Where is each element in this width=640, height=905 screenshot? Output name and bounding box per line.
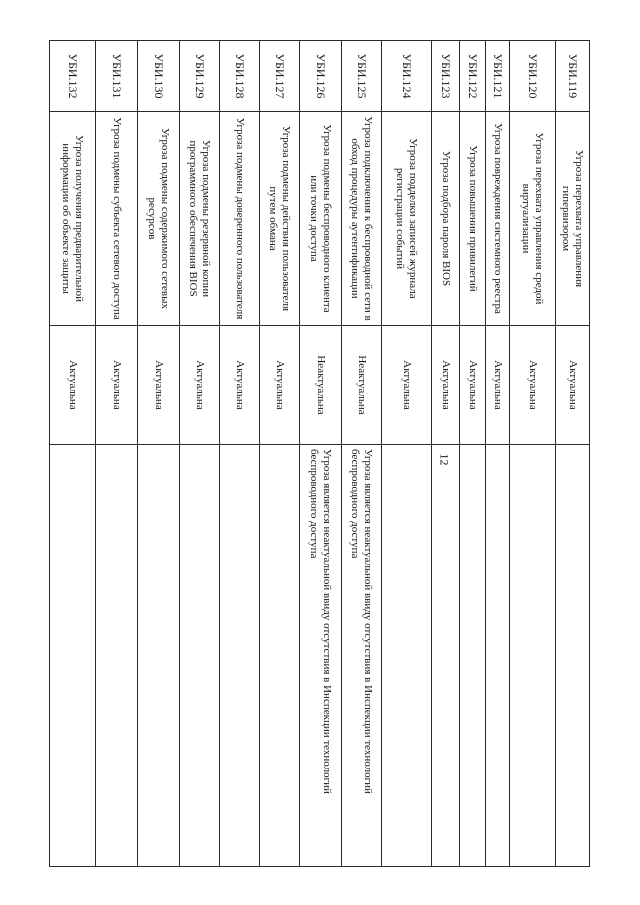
table-row [432,41,460,867]
threat-status-cell: Актуальна [510,326,556,445]
threat-id-cell: УБИ.126 [300,41,342,112]
threat-status-cell: Актуальна [180,326,220,445]
threat-status-cell: Неактуальна [300,326,342,445]
table-row [486,41,510,867]
threat-name-cell: Угроза повышения привилегий [460,112,486,326]
threat-id-cell: УБИ.128 [220,41,260,112]
threat-status-cell: Актуальна [138,326,180,445]
threat-id-cell: УБИ.121 [486,41,510,112]
threat-id-cell: УБИ.132 [50,41,96,112]
table-row [96,41,138,867]
threat-id-cell: УБИ.129 [180,41,220,112]
threat-status-cell: Актуальна [50,326,96,445]
threat-status-cell: Актуальна [260,326,300,445]
threat-note-cell [382,445,432,867]
threat-id-cell: УБИ.127 [260,41,300,112]
threat-name-cell: Угроза подмены доверенного пользователя [220,112,260,326]
table-row [260,41,300,867]
table-row [220,41,260,867]
threat-note-cell [556,445,590,867]
threat-note-cell [50,445,96,867]
table-row [510,41,556,867]
table-row [138,41,180,867]
threat-status-cell: Актуальна [486,326,510,445]
table-row [556,41,590,867]
threat-note-cell: Угроза является неактуальной ввиду отсутствия в Инспекции технологий беспроводного доступа [342,445,382,867]
threat-name-cell: Угроза подмены действия пользователя путем обмана [260,112,300,326]
threat-name-cell: Угроза перехвата управления средой виртуализации [510,112,556,326]
threat-note-cell [220,445,260,867]
threat-name-cell: Угроза получения предварительной информации об объекте защиты [50,112,96,326]
threat-name-cell: Угроза перехвата управления гипервизором [556,112,590,326]
threat-note-cell [260,445,300,867]
threat-status-cell: Неактуальна [342,326,382,445]
threat-note-cell [138,445,180,867]
threat-id-cell: УБИ.122 [460,41,486,112]
threats-table-body [50,41,590,867]
threat-note-cell [486,445,510,867]
threat-note-cell [432,445,460,867]
threats-table [49,40,590,867]
table-row [342,41,382,867]
threat-note-cell [510,445,556,867]
table-row [382,41,432,867]
table-row [300,41,342,867]
threat-status-cell: Актуальна [556,326,590,445]
threat-status-cell: Актуальна [432,326,460,445]
threat-id-cell: УБИ.120 [510,41,556,112]
threat-id-cell: УБИ.123 [432,41,460,112]
threat-id-cell: УБИ.125 [342,41,382,112]
threat-name-cell: Угроза подмены субъекта сетевого доступа [96,112,138,326]
threat-status-cell: Актуальна [96,326,138,445]
threat-id-cell: УБИ.130 [138,41,180,112]
threat-status-cell: Актуальна [220,326,260,445]
table-row [50,41,96,867]
threat-id-cell: УБИ.124 [382,41,432,112]
threat-name-cell: Угроза подбора пароля BIOS [432,112,460,326]
table-row [180,41,220,867]
threat-note-cell [460,445,486,867]
threat-status-cell: Актуальна [460,326,486,445]
threat-id-cell: УБИ.131 [96,41,138,112]
threat-note-cell [96,445,138,867]
threat-status-cell: Актуальна [382,326,432,445]
threat-note-cell: Угроза является неактуальной ввиду отсутствия в Инспекции технологий беспроводного доступа [300,445,342,867]
rotated-table-container [50,40,590,867]
threat-name-cell: Угроза подделки записей журнала регистрации событий [382,112,432,326]
threat-name-cell: Угроза подмены беспроводного клиента или точки доступа [300,112,342,326]
table-row [460,41,486,867]
threat-name-cell: Угроза повреждения системного реестра [486,112,510,326]
threat-name-cell: Угроза подключения к беспроводной сети в обход процедуры аутентификации [342,112,382,326]
page-number: 12 [437,453,452,466]
threat-note-cell [180,445,220,867]
threat-name-cell: Угроза подмены резервной копии программного обеспечения BIOS [180,112,220,326]
threat-name-cell: Угроза подмены содержимого сетевых ресурсов [138,112,180,326]
threat-id-cell: УБИ.119 [556,41,590,112]
